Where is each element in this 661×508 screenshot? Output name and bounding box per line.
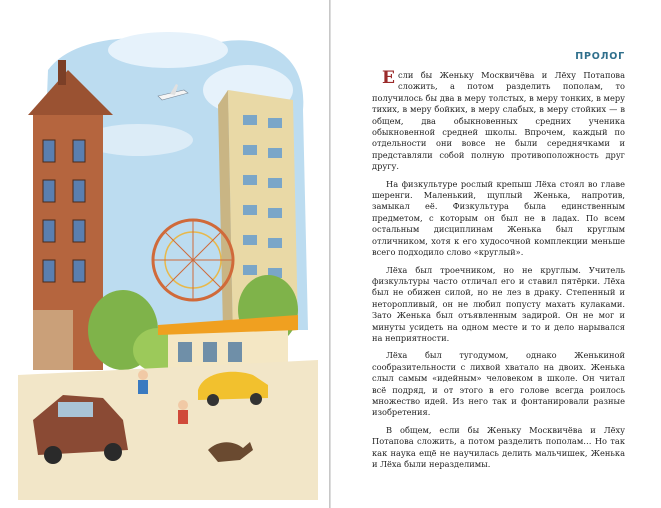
paragraph: Лёха был троечником, но не круглым. Учитель физкультуры часто отличал его и ставил пятёрки. Лёха был не обижен силой, но не лез в драку. Степенный и неторопливый, он не любил попусту махать кулаками. Зато Женька был отъявленным задирой. Он не мог и минуты усидеть на одном месте и то и дело нарывался на неприятности.: [372, 264, 625, 343]
cloud: [108, 32, 228, 68]
paragraph: Лёха был тугодумом, однако Женькиной сообразительности с лихвой хватало на двоих. Женька слыл самым «идейным» человеком в школе. Он читал всё подряд, и от этого в его голове всегда роилось множество идей. Из него так и фонтанировали разные изобретения.: [372, 350, 625, 418]
right-page: [331, 0, 661, 508]
paragraph: На физкультуре рослый крепыш Лёха стоял во главе шеренги. Маленький, щуплый Женька, напротив, замыкал её. Физкультура была единственным предметом, с которым он был не в ладах. По всем остальным дисциплинам Женька был круглым отличником, хотя к его худосочной комплекции меньше всего подходило слово «круглый».: [372, 178, 625, 258]
paragraph: [372, 70, 625, 173]
chapter-text: [372, 70, 625, 476]
city-illustration: [18, 30, 318, 500]
chapter-title: ПРОЛОГ: [575, 51, 625, 62]
paragraph: В общем, если бы Женьку Москвичёва и Лёху Потапова сложить, а потом разделить пополам… Но так как наука ещё не научилась делить мальчишек, Женька и Лёха были неразделимы.: [372, 424, 625, 469]
left-page: [0, 0, 329, 508]
paragraph-text: сли бы Женьку Москвичёва и Лёху Потапова сложить, а потом разделить пополам, то получилось бы два в меру толстых, в меру тонких, в меру тихих, в меру бойких, в меру слабых, в меру стойких — в общем, два обыкновенных средних ученика обыкновенной средней школы. Впрочем, каждый по отдельности они вовсе не были середнячками и представляли собой полную противоположность друг другу.: [372, 70, 625, 172]
drop-cap: Е: [382, 68, 395, 88]
ferris-wheel: [153, 220, 233, 300]
